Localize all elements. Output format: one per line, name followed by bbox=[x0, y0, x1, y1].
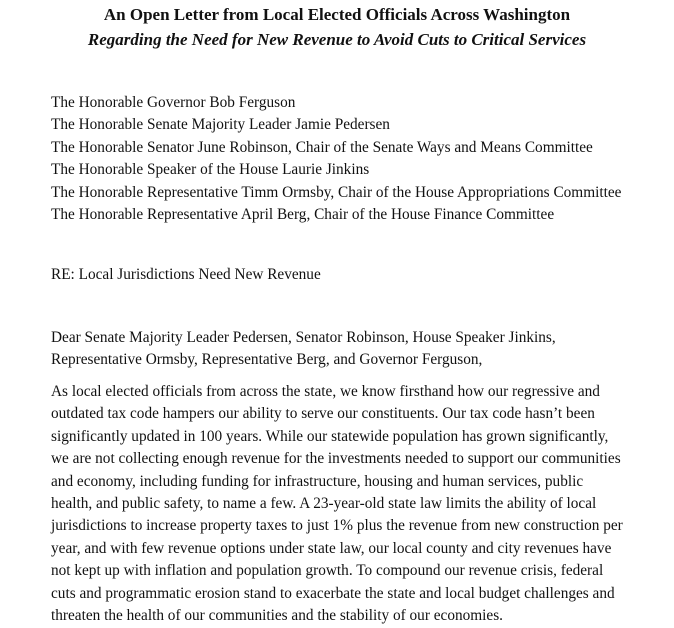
body-line: cuts and programmatic erosion stand to exacerbate the state and local budget challenges and bbox=[51, 584, 615, 602]
addressee-line: The Honorable Governor Bob Ferguson bbox=[51, 94, 296, 111]
body-line: threaten the health of our communities and the stability of our economies. bbox=[51, 607, 503, 625]
addressee-line: The Honorable Senate Majority Leader Jamie Pedersen bbox=[51, 116, 390, 134]
addressee-line: The Honorable Representative Timm Ormsby, Chair of the House Appropriations Committee bbox=[51, 183, 622, 201]
salutation-line: Dear Senate Majority Leader Pedersen, Senator Robinson, House Speaker Jinkins, bbox=[51, 329, 556, 346]
body-line: outdated tax code hampers our ability to serve our constituents. Our tax code hasn’t been bbox=[51, 405, 595, 423]
body-line: jurisdictions to increase property taxes to just 1% plus the revenue from new construction per bbox=[51, 517, 623, 535]
salutation-line: Representative Ormsby, Representative Berg, and Governor Ferguson, bbox=[51, 351, 483, 369]
body-line: As local elected officials from across the state, we know firsthand how our regressive and bbox=[51, 383, 600, 400]
body-paragraph bbox=[51, 381, 666, 627]
addressee-line: The Honorable Senator June Robinson, Chair of the Senate Ways and Means Committee bbox=[51, 138, 593, 156]
salutation bbox=[51, 327, 661, 371]
body-line: year, and with few revenue options under state law, our local county and city revenues have bbox=[51, 539, 612, 557]
body-line: we are not collecting enough revenue for the investments needed to support our communities bbox=[51, 450, 621, 468]
re-line: RE: Local Jurisdictions Need New Revenue bbox=[51, 266, 321, 283]
body-line: health, and public safety, to name a few. A 23-year-old state law limits the ability of local bbox=[51, 495, 597, 513]
addressee-list bbox=[51, 92, 671, 226]
body-line: and economy, including funding for infrastructure, housing and human services, public bbox=[51, 472, 584, 490]
addressee-line: The Honorable Representative April Berg, Chair of the House Finance Committee bbox=[51, 206, 555, 224]
letter-title: An Open Letter from Local Elected Officials Across Washington bbox=[103, 5, 571, 24]
addressee-line: The Honorable Speaker of the House Laurie Jinkins bbox=[51, 161, 370, 179]
body-line: significantly updated in 100 years. While our statewide population has grown significantly, bbox=[51, 427, 609, 445]
letter-subtitle: Regarding the Need for New Revenue to Avoid Cuts to Critical Services bbox=[87, 30, 587, 49]
body-line: not kept up with inflation and population growth. To compound our revenue crisis, federal bbox=[51, 562, 604, 580]
